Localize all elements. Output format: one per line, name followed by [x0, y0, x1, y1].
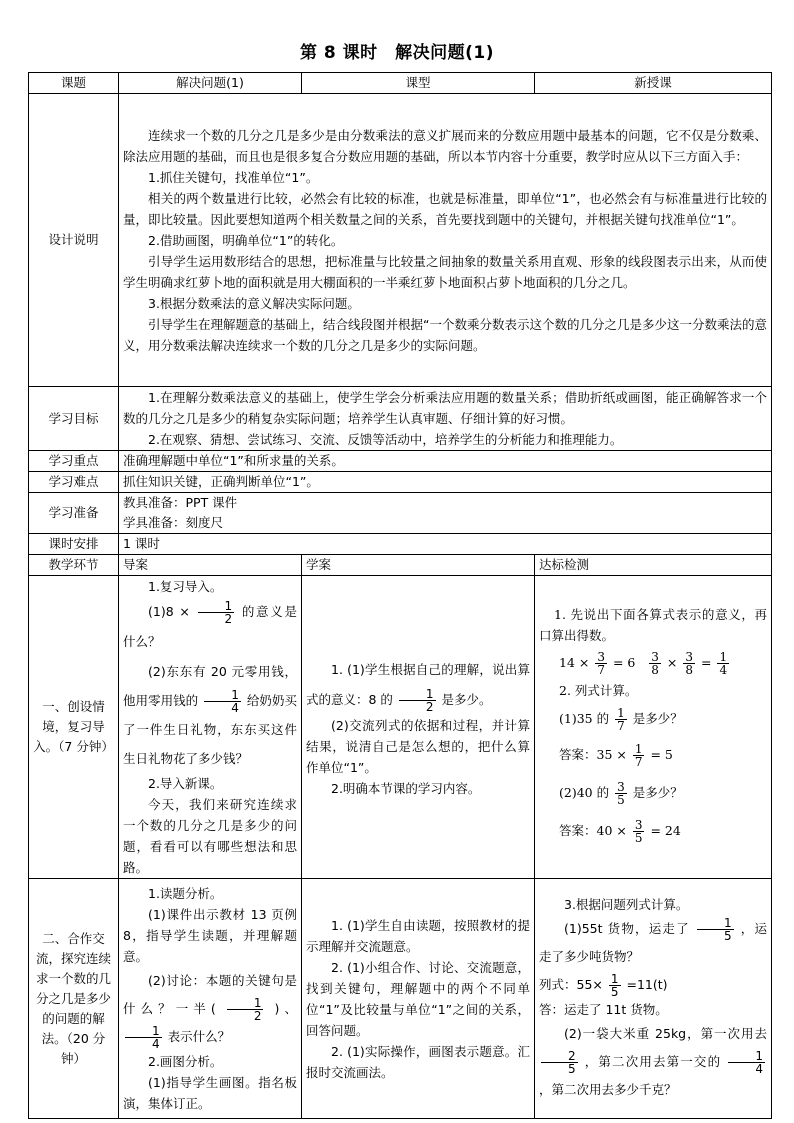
fraction: $\frac{1}{2}$ — [399, 688, 436, 713]
study-text: 2. (1)实际操作，画图表示题意。汇报时交流画法。 — [306, 1043, 530, 1080]
design-content — [119, 94, 772, 387]
check-text: 答案：40 × $\frac{3}{5}$ = 24 — [559, 818, 681, 845]
check-text: 2. 列式计算。 — [559, 683, 638, 698]
check-text: 答案：35 × $\frac{1}{7}$ = 5 — [559, 742, 673, 769]
check-text: (1)35 的 $\frac{1}{7}$ 是多少？ — [559, 706, 683, 733]
check-text: (2)一袋大米重 25kg，第一次用去 $\frac{2}{5}$ ，第二次用去第一交的 $\frac{1}{4}$ ，第二次用去多少千克？ — [539, 1025, 767, 1097]
design-paragraph: 引导学生在理解题意的基础上，结合线段图并根据“一个数乘分数表示这个数的几分之几是多少这一分数乘法的意义，用分数乘法解决连续求一个数的几分之几是多少的实际问题。 — [123, 316, 767, 353]
page-title: 第 8 课时 解决问题(1) — [299, 43, 495, 63]
design-paragraph: 2.借助画图，明确单位“1”的转化。 — [148, 232, 344, 248]
type-value: 新授课 — [535, 73, 772, 94]
check-text: 答：运走了 11t 货物。 — [539, 1001, 668, 1017]
focus-value: 准确理解题中单位“1”和所求量的关系。 — [119, 451, 772, 472]
guide-column-header: 导案 — [119, 555, 302, 576]
lesson-plan-table — [28, 72, 772, 1119]
check-text: (1)55t 货物，运走了 $\frac{1}{5}$ ，运走了多少吨货物？ — [539, 915, 767, 964]
guide-text: 2.导入新课。 — [148, 776, 223, 791]
guide-text: (2)东东有 20 元零用钱，他用零用钱的 $\frac{1}{4}$ 给奶奶买了一件生日礼物，东东买这件生日礼物花了多少钱？ — [123, 664, 297, 766]
stage-2-study — [302, 879, 535, 1119]
study-column-header: 学案 — [302, 555, 535, 576]
focus-row — [29, 451, 772, 472]
guide-text: 1.读题分析。 — [148, 886, 223, 901]
prep-row — [29, 493, 772, 534]
difficulty-value: 抓住知识关键，正确判断单位“1”。 — [119, 472, 772, 493]
goals-content — [119, 387, 772, 451]
design-row — [29, 94, 772, 387]
stage-2-row — [29, 879, 772, 1119]
study-text: (2)交流列式的依据和过程，并计算结果，说清自己是怎么想的，把什么算作单位“1”。 — [306, 718, 530, 775]
guide-text: 今天，我们来研究连续求一个数的几分之几是多少的问题，看看可以有哪些想法和思路。 — [123, 797, 297, 875]
fraction: $\frac{1}{4}$ — [204, 689, 241, 714]
difficulty-row — [29, 472, 772, 493]
stage-1-study — [302, 576, 535, 879]
stage-column-header: 教学环节 — [29, 555, 119, 576]
type-label: 课型 — [302, 73, 535, 94]
difficulty-label: 学习难点 — [29, 472, 119, 493]
prep-content — [119, 493, 772, 534]
guide-text: 1.复习导入。 — [148, 579, 223, 594]
stage-2-label: 二、合作交流，探究连续求一个数的几分之几是多少的问题的解法。（20 分钟） — [29, 879, 119, 1119]
stage-2-check — [535, 879, 772, 1119]
check-text: 列式：55× $\frac{1}{5}$ =11(t) — [539, 971, 668, 999]
goal-item: 1.在理解分数乘法意义的基础上，使学生学会分析乘法应用题的数量关系；借助折纸或画图，能正确解答求一个数的几分之几是多少的稍复杂实际问题；培养学生认真审题、仔细计算的好习惯。 — [123, 390, 767, 426]
guide-text: (1)指导学生画图。指名板演，集体订正。 — [123, 1075, 297, 1111]
check-text: 14 × $\frac{3}{7}$ = 6 $\frac{3}{8}$ × $\frac{3}{8}$ = $\frac{1}{4}$ — [559, 650, 728, 677]
stage-1-label: 一、创设情境，复习导入。（7 分钟） — [29, 576, 119, 879]
check-text: (2)40 的 $\frac{3}{5}$ 是多少？ — [559, 780, 683, 807]
design-paragraph: 3.根据分数乘法的意义解决实际问题。 — [148, 295, 360, 311]
study-text: 2. (1)小组合作、讨论、交流题意，找到关键句，理解题中的两个不同单位“1”及比较量与单位“1”之间的关系，回答问题。 — [306, 959, 530, 1038]
column-header-row — [29, 555, 772, 576]
header-row — [29, 73, 772, 94]
goals-row — [29, 387, 772, 451]
study-text: 1. (1)学生自由读题，按照教材的提示理解并交流题意。 — [306, 917, 530, 954]
goals-label: 学习目标 — [29, 387, 119, 451]
guide-text: (1)8 × $\frac{1}{2}$ 的意义是什么？ — [123, 599, 297, 649]
fraction: $\frac{1}{2}$ — [198, 600, 235, 625]
student-prep: 学具准备：刻度尺 — [123, 515, 224, 530]
check-text: 3.根据问题列式计算。 — [564, 896, 689, 912]
study-text: 1. (1)学生根据自己的理解，说出算式的意义：8 的 $\frac{1}{2}$ 是多少。 — [306, 662, 530, 714]
schedule-row — [29, 534, 772, 555]
topic-label: 课题 — [29, 73, 119, 94]
design-label: 设计说明 — [29, 94, 119, 387]
check-column-header: 达标检测 — [535, 555, 772, 576]
design-paragraph: 引导学生运用数形结合的思想，把标准量与比较量之间抽象的数量关系用直观、形象的线段图表示出来，从而使学生明确求红萝卜地的面积就是用大棚面积的一半乘红萝卜地面积占萝卜地面积的几分之几。 — [123, 253, 767, 290]
guide-text: 2.画图分析。 — [148, 1054, 223, 1069]
check-text: 1. 先说出下面各算式表示的意义，再口算出得数。 — [539, 607, 767, 643]
stage-1-check — [535, 576, 772, 879]
study-text: 2.明确本节课的学习内容。 — [331, 781, 481, 796]
stage-1-row — [29, 576, 772, 879]
prep-label: 学习准备 — [29, 493, 119, 534]
design-paragraph: 相关的两个数量进行比较，必然会有比较的标准，也就是标准量，即单位“1”，也必然会有与标准量进行比较的量，即比较量。因此要想知道两个相关数量之间的关系，首先要找到题中的关键句，并根据关键句找准单位“1”。 — [123, 190, 767, 227]
schedule-label: 课时安排 — [29, 534, 119, 555]
schedule-value: 1 课时 — [119, 534, 772, 555]
focus-label: 学习重点 — [29, 451, 119, 472]
topic-value: 解决问题(1) — [119, 73, 302, 94]
guide-text: (2)讨论：本题的关键句是什么？一半( $\frac{1}{2}$ )、 $\frac{1}{4}$ 表示什么？ — [123, 973, 297, 1051]
guide-text: (1)课件出示教材 13 页例 8，指导学生读题，并理解题意。 — [123, 907, 297, 964]
teacher-prep: 教具准备：PPT 课件 — [123, 495, 238, 510]
stage-2-guide — [119, 879, 302, 1119]
design-paragraph: 1.抓住关键句，找准单位“1”。 — [148, 169, 319, 185]
goal-item: 2.在观察、猜想、尝试练习、交流、反馈等活动中，培养学生的分析能力和推理能力。 — [148, 432, 623, 447]
stage-1-guide — [119, 576, 302, 879]
design-paragraph: 连续求一个数的几分之几是多少是由分数乘法的意义扩展而来的分数应用题中最基本的问题，它不仅是分数乘、除法应用题的基础，而且也是很多复合分数应用题的基础，所以本节内容十分重要，教学时应从以下三方面入手： — [123, 127, 767, 164]
